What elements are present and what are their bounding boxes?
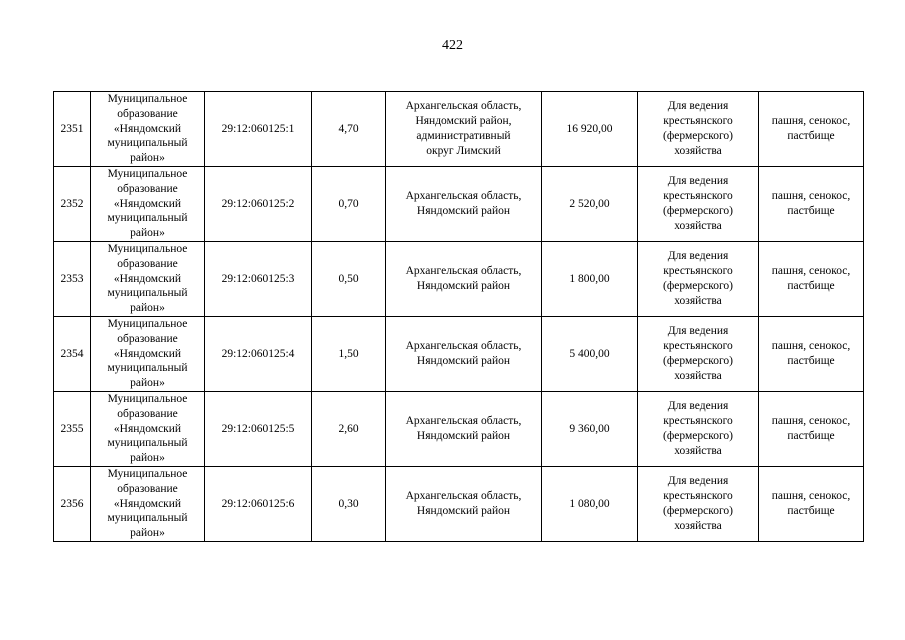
owner-cell: Муниципальное образование «Няндомский муниципальный район» <box>91 391 205 466</box>
purpose-cell: Для ведения крестьянского (фермерского) хозяйства <box>638 316 759 391</box>
record-number: 2355 <box>54 391 91 466</box>
cadastral-number: 29:12:060125:6 <box>205 466 312 541</box>
land-use-cell: пашня, сенокос, пастбище <box>759 391 864 466</box>
area-value: 0,30 <box>312 466 386 541</box>
land-use-cell: пашня, сенокос, пастбище <box>759 316 864 391</box>
area-value: 1,50 <box>312 316 386 391</box>
price-value: 2 520,00 <box>542 166 638 241</box>
page-number: 422 <box>442 38 463 53</box>
area-value: 0,50 <box>312 241 386 316</box>
land-use-cell: пашня, сенокос, пастбище <box>759 241 864 316</box>
location-cell: Архангельская область, Няндомский район, административный округ Лимский <box>386 92 542 167</box>
record-number: 2352 <box>54 166 91 241</box>
cadastral-number: 29:12:060125:4 <box>205 316 312 391</box>
cadastral-number: 29:12:060125:5 <box>205 391 312 466</box>
location-cell: Архангельская область, Няндомский район <box>386 166 542 241</box>
price-value: 16 920,00 <box>542 92 638 167</box>
owner-cell: Муниципальное образование «Няндомский муниципальный район» <box>91 466 205 541</box>
record-number: 2353 <box>54 241 91 316</box>
area-value: 0,70 <box>312 166 386 241</box>
owner-cell: Муниципальное образование «Няндомский муниципальный район» <box>91 166 205 241</box>
owner-cell: Муниципальное образование «Няндомский муниципальный район» <box>91 241 205 316</box>
owner-cell: Муниципальное образование «Няндомский муниципальный район» <box>91 92 205 167</box>
purpose-cell: Для ведения крестьянского (фермерского) хозяйства <box>638 241 759 316</box>
record-number: 2354 <box>54 316 91 391</box>
cadastral-number: 29:12:060125:1 <box>205 92 312 167</box>
purpose-cell: Для ведения крестьянского (фермерского) хозяйства <box>638 391 759 466</box>
price-value: 1 800,00 <box>542 241 638 316</box>
table-row <box>54 241 864 316</box>
record-number: 2356 <box>54 466 91 541</box>
area-value: 2,60 <box>312 391 386 466</box>
price-value: 9 360,00 <box>542 391 638 466</box>
purpose-cell: Для ведения крестьянского (фермерского) хозяйства <box>638 92 759 167</box>
table-row <box>54 466 864 541</box>
cadastral-number: 29:12:060125:2 <box>205 166 312 241</box>
record-number: 2351 <box>54 92 91 167</box>
land-use-cell: пашня, сенокос, пастбище <box>759 92 864 167</box>
location-cell: Архангельская область, Няндомский район <box>386 316 542 391</box>
table-row <box>54 316 864 391</box>
land-use-cell: пашня, сенокос, пастбище <box>759 466 864 541</box>
location-cell: Архангельская область, Няндомский район <box>386 391 542 466</box>
purpose-cell: Для ведения крестьянского (фермерского) хозяйства <box>638 466 759 541</box>
owner-cell: Муниципальное образование «Няндомский муниципальный район» <box>91 316 205 391</box>
table-row <box>54 391 864 466</box>
table-row <box>54 92 864 167</box>
price-value: 1 080,00 <box>542 466 638 541</box>
land-registry-table <box>53 91 864 542</box>
location-cell: Архангельская область, Няндомский район <box>386 241 542 316</box>
cadastral-number: 29:12:060125:3 <box>205 241 312 316</box>
location-cell: Архангельская область, Няндомский район <box>386 466 542 541</box>
land-use-cell: пашня, сенокос, пастбище <box>759 166 864 241</box>
area-value: 4,70 <box>312 92 386 167</box>
purpose-cell: Для ведения крестьянского (фермерского) хозяйства <box>638 166 759 241</box>
table-row <box>54 166 864 241</box>
price-value: 5 400,00 <box>542 316 638 391</box>
